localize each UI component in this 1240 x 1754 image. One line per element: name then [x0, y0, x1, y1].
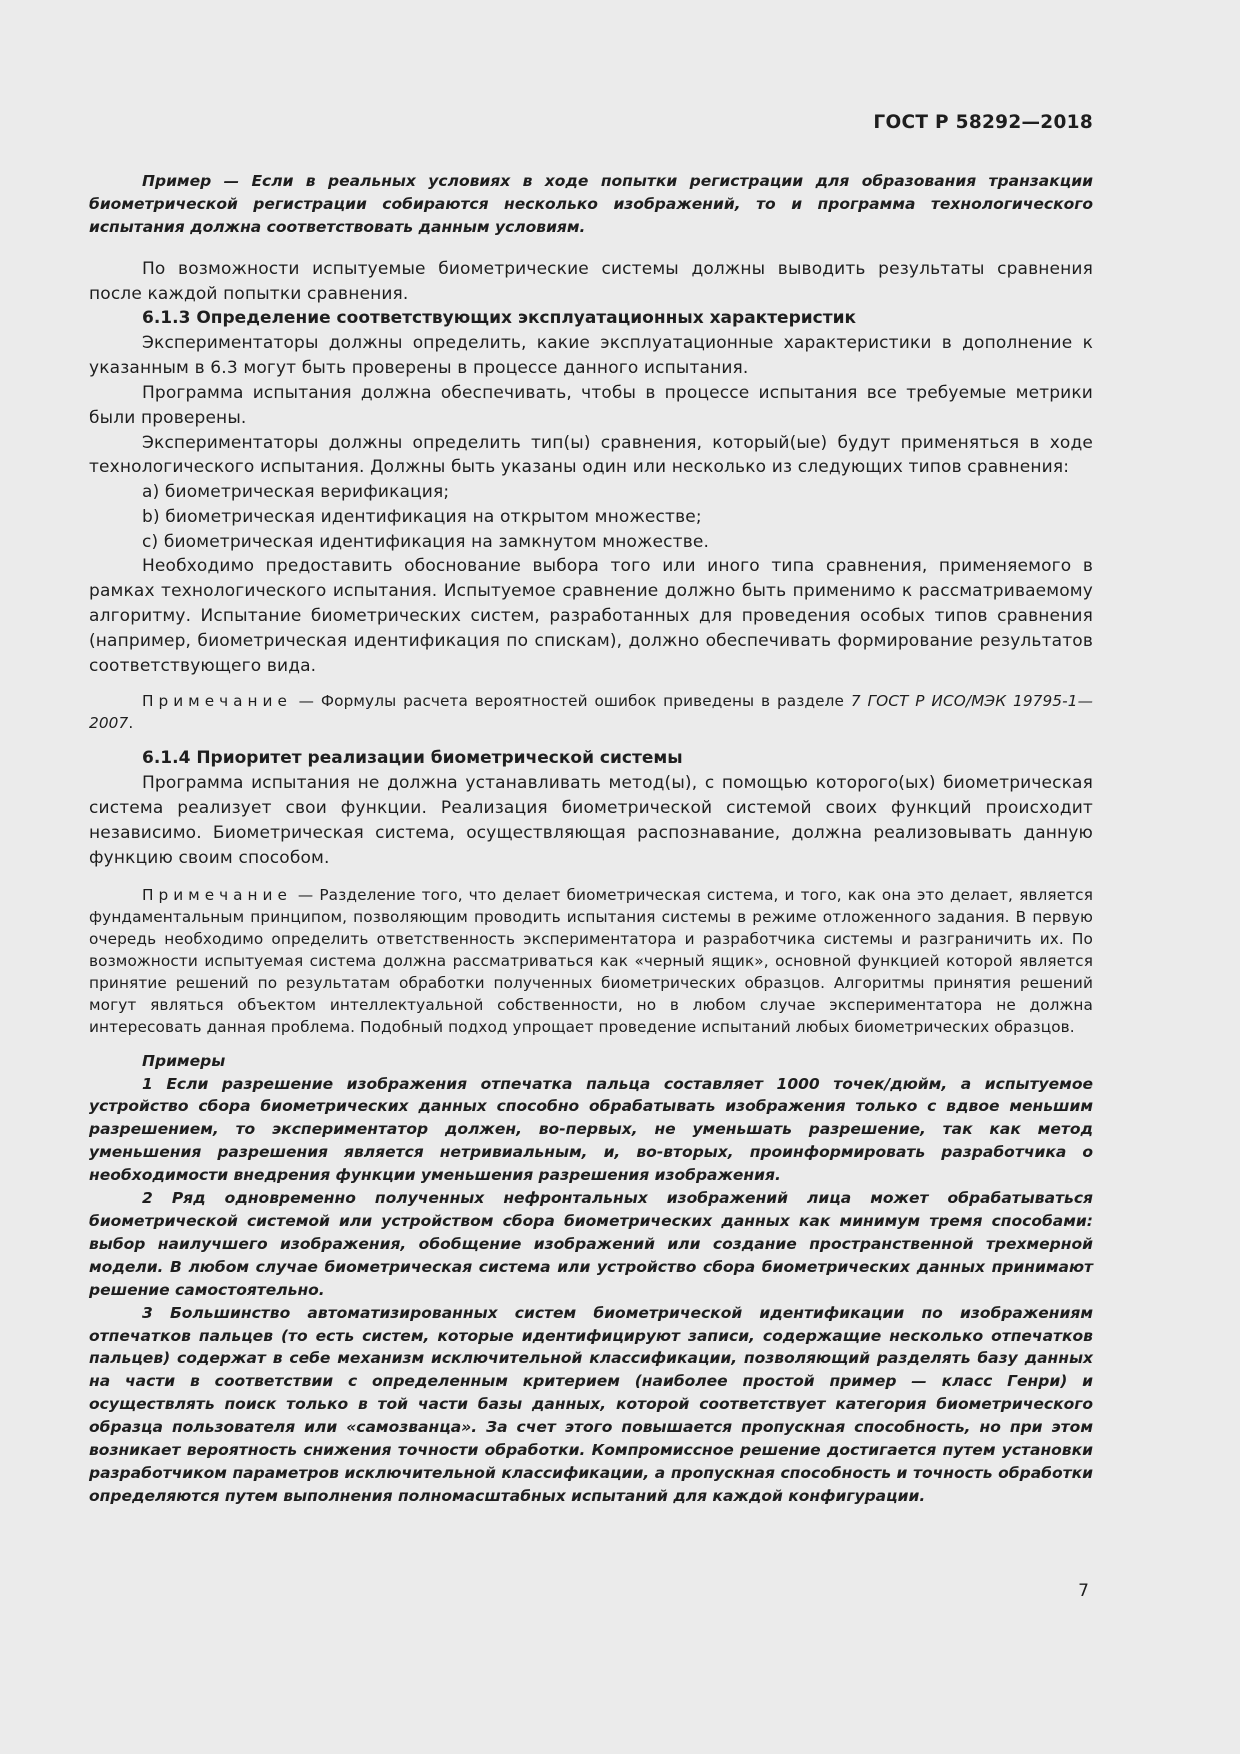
section-6-1-4-heading: 6.1.4 Приоритет реализации биометрической системы: [142, 748, 683, 769]
note-label: Примечание: [142, 692, 292, 711]
note-black-box: [89, 884, 1093, 1038]
list-item: a) биометрическая верификация;: [142, 482, 450, 503]
note-error-formulas: [89, 690, 1093, 734]
section-6-1-3-paragraph-1: Экспериментаторы должны определить, какие эксплуатационные характеристики в дополнение к указанным в 6.3 могут быть проверены в процессе данного испытания.: [89, 333, 1093, 379]
note-text: — Разделение того, что делает биометрическая система, и того, как она это делает, является фундаментальным принципом, позволяющим проводить испытания системы в режиме отложенного задания. В первую очередь необходимо определить ответственность экспериментатора и разработчика системы и разграничить их. По возможности испытуемая система должна рассматриваться как «черный ящик», основной функцией которой является принятие решений по результатам обработки полученных биометрических образцов. Алгоритмы принятия решений могут являться объектом интеллектуальной собственности, но в любом случае экспериментатора не должна интересовать данная проблема. Подобный подход упрощает проведение испытаний любых биометрических образцов.: [89, 885, 1093, 1036]
example-paragraph: Пример — Если в реальных условиях в ходе попытки регистрации для образования транзакции биометрической регистрации собираются несколько изображений, то и программа технологического испытания должна соответствовать данным условиям.: [89, 172, 1093, 236]
section-6-1-4-paragraph-1: Программа испытания не должна устанавливать метод(ы), с помощью которого(ых) биометрическая система реализует свои функции. Реализация биометрической системой своих функций происходит независимо. Биометрическая система, осуществляющая распознавание, должна реализовывать данную функцию своим способом.: [89, 773, 1093, 868]
section-6-1-3-paragraph-2: Программа испытания должна обеспечивать, чтобы в процессе испытания все требуемые метрики были проверены.: [89, 382, 1093, 428]
document-code-header: ГОСТ Р 58292—2018: [873, 112, 1093, 133]
page-body: [89, 170, 1093, 1508]
example-item: 3 Большинство автоматизированных систем биометрической идентификации по изображениям отпечатков пальцев (то есть систем, которые идентифицируют записи, содержащие несколько отпечатков пальцев) содержат в себе механизм исключительной классификации, позволяющий разделять базу данных на части в соответствии с определенным критерием (наиболее простой пример — класс Генри) и осуществлять поиск только в той части базы данных, которой соответствует категория биометрического образца пользователя или «самозванца». За счет этого повышается пропускная способность, но при этом возникает вероятность снижения точности обработки. Компромиссное решение достигается путем установки разработчиком параметров исключительной классификации, а пропускная способность и точность обработки определяются путем выполнения полномасштабных испытаний для каждой конфигурации.: [89, 1303, 1093, 1505]
examples-title: Примеры: [142, 1051, 226, 1070]
note-text: — Формулы расчета вероятностей ошибок приведены в разделе: [291, 692, 851, 711]
list-item: b) биометрическая идентификация на открытом множестве;: [142, 506, 702, 527]
example-item: 2 Ряд одновременно полученных нефронтальных изображений лица может обрабатываться биометрической системой или устройством сбора биометрических данных как минимум тремя способами: выбор наилучшего изображения, обобщение изображений или создание пространственной трехмерной модели. В любом случае биометрическая система или устройство сбора биометрических данных принимают решение самостоятельно.: [89, 1189, 1093, 1299]
note-label: Примечание: [142, 885, 292, 904]
note-reference: 7 ГОСТ Р ИСО/МЭК 19795-1—2007: [89, 692, 1093, 733]
section-6-1-3-paragraph-3: Экспериментаторы должны определить тип(ы) сравнения, который(ые) будут применяться в ходе технологического испытания. Должны быть указаны один или несколько из следующих типов сравнения:: [89, 432, 1093, 478]
example-item: 1 Если разрешение изображения отпечатка пальца составляет 1000 точек/дюйм, а испытуемое устройство сбора биометрических данных способно обрабатывать изображения только с вдвое меньшим разрешением, то экспериментатор должен, во-первых, не уменьшать разрешение, так как метод уменьшения разрешения является нетривиальным, и, во-вторых, проинформировать разработчика о необходимости внедрения функции уменьшения разрешения изображения.: [89, 1074, 1093, 1185]
list-item: c) биометрическая идентификация на замкнутом множестве.: [142, 531, 710, 552]
note-end: .: [128, 714, 134, 733]
section-6-1-3-heading: 6.1.3 Определение соответствующих эксплуатационных характеристик: [142, 308, 857, 329]
page-number: 7: [1078, 1581, 1089, 1601]
paragraph-results: По возможности испытуемые биометрические системы должны выводить результаты сравнения после каждой попытки сравнения.: [89, 258, 1093, 304]
section-6-1-3-paragraph-4: Необходимо предоставить обоснование выбора того или иного типа сравнения, применяемого в рамках технологического испытания. Испытуемое сравнение должно быть применимо к рассматриваемому алгоритму. Испытание биометрических систем, разработанных для проведения особых типов сравнения (например, биометрическая идентификация по спискам), должно обеспечивать формирование результатов соответствующего вида.: [89, 556, 1093, 676]
